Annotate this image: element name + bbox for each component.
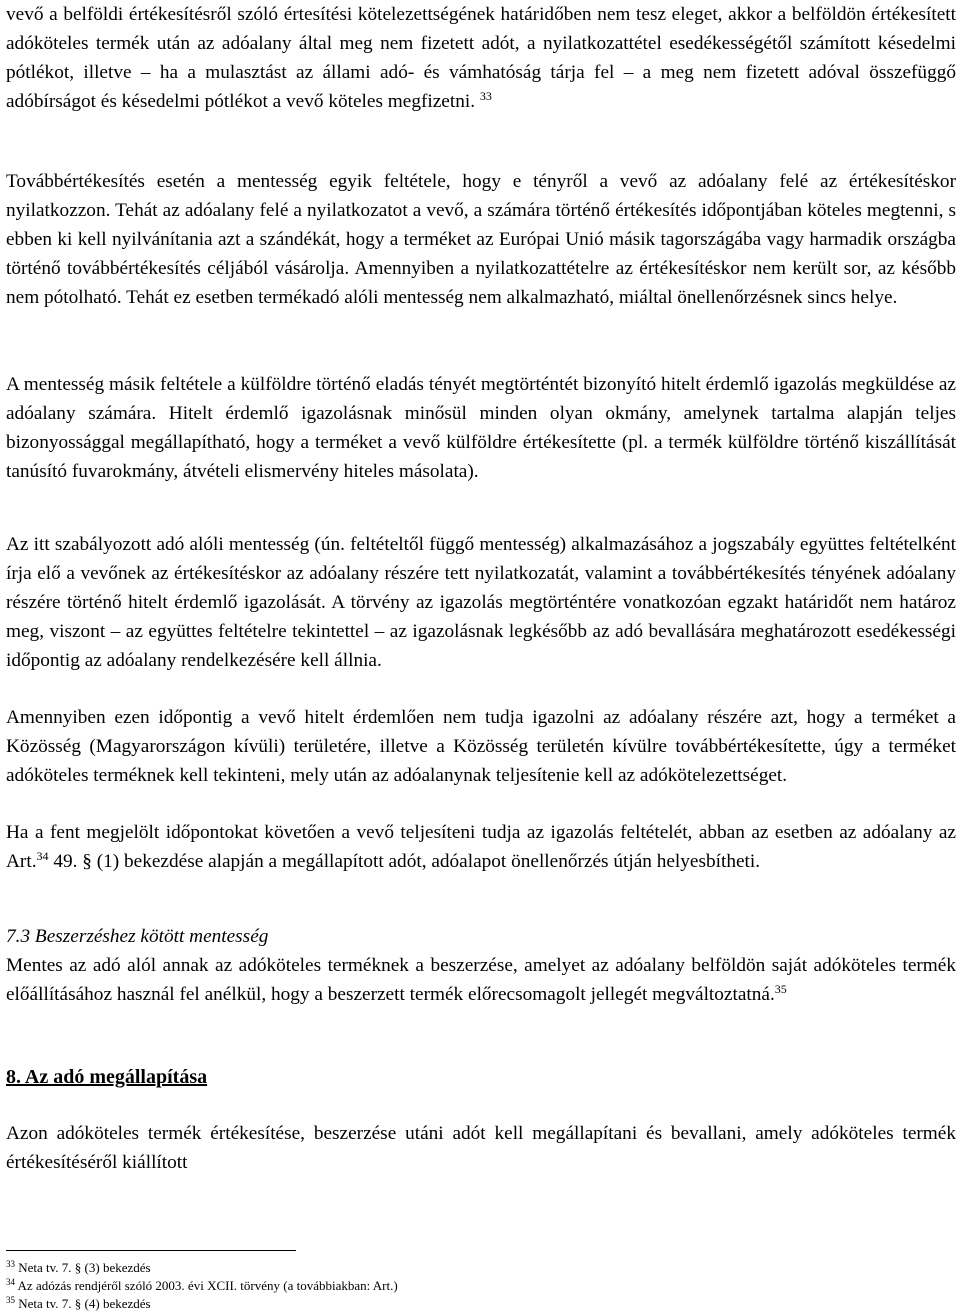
footnote-35: $^{35}$ Neta tv. 7. § (4) bekezdés bbox=[6, 1295, 151, 1311]
paragraph-exemption-rules: Az itt szabályozott adó alóli mentesség (ún. feltételtől függő mentesség) alkalmazásához a jogszabály együttes feltételként írja elő a vevőnek az értékesítéskor az adóalany részére tett nyilatkozatát, valamint a továbbértékesítés tényének adóalany részére történő hitelt érdemlő igazolását. A törvény az igazolás megtörténtére vonatkozóan egzakt határidőt nem határoz meg, viszont – az együttes feltételre tekintettel – az igazolásnak legkésőbb az adó bevallására meghatározott esedékességi időpontig az adóalany rendelkezésére kell állnia. bbox=[6, 534, 956, 671]
paragraph-resale-condition: Továbbértékesítés esetén a mentesség egyik feltétele, hogy e tényről a vevő az adóalany felé az értékesítéskor nyilatkozzon. Tehát az adóalany felé a nyilatkozatot a vevő, a számára történő értékesítés időpontjában köteles megtenni, s ebben ki kell nyilvánítania azt a szándékát, hogy a terméket az Európai Unió másik tagországába vagy harmadik országba történő továbbértékesítés céljából vásárolja. Amennyiben a nyilatkozattételre az értékesítéskor nem került sor, az később nem pótolható. Tehát ez esetben termékadó alóli mentesség nem alkalmazható, miáltal önellenőrzésnek sincs helye. bbox=[6, 171, 956, 308]
footnote-33: $^{33}$ Neta tv. 7. § (3) bekezdés bbox=[6, 1259, 151, 1275]
footnote-ref-34: 34 bbox=[36, 849, 49, 863]
paragraph-buyer-obligation: vevő a belföldi értékesítésről szóló értesítési kötelezettségének határidőben nem tesz eleget, akkor a belföldön értékesített adóköteles termék után az adóalany által meg nem fizetett adót, a nyilatkozattétel esedékességétől számított késedelmi pótlékot, illetve – ha a mulasztást az állami adó- és vámhatóság tárja fel – a meg nem fizetett adóval összefüggő adóbírságot és késedelmi pótlékot a vevő köteles megfizetni. $^{33}$ bbox=[6, 4, 956, 112]
section-title-8: 8. Az adó megállapítása bbox=[6, 1066, 208, 1088]
paragraph-procurement-exemption: Mentes az adó alól annak az adóköteles terméknek a beszerzése, amelyet az adóalany belföldön saját adóköteles termék előállításához használ fel anélkül, hogy a beszerzett termék előrecsomagolt jellegét megváltoztatná.$^{35}$ bbox=[6, 955, 956, 1005]
footnote-ref-33: 33 bbox=[479, 89, 492, 103]
paragraph-tax-assessment: Azon adóköteles termék értékesítése, beszerzése utáni adót kell megállapítani és bevallani, amely adóköteles termék értékesítéséről kiállított bbox=[6, 1123, 956, 1173]
footnote-34: $^{34}$ Az adózás rendjéről szóló 2003. évi XCII. törvény (a továbbiakban: Art.) bbox=[6, 1277, 398, 1293]
paragraph-self-revision: Ha a fent megjelölt időpontokat követően a vevő teljesíteni tudja az igazolás feltételét, abban az esetben az adóalany az Art.$^{34}$ 49. § (1) bekezdése alapján a megállapított adót, adóalapot önellenőrzés útján helyesbítheti. bbox=[6, 822, 956, 872]
paragraph-taxable-product: Amennyiben ezen időpontig a vevő hitelt érdemlően nem tudja igazolni az adóalany részére azt, hogy a terméket a Közösség (Magyarországon kívüli) területére, illetve a Közösség területén kívülre továbbértékesítette, úgy a terméket adóköteles terméknek kell tekinteni, mely után az adóalanynak teljesítenie kell az adókötelezettséget. bbox=[6, 707, 956, 786]
paragraph-certification: A mentesség másik feltétele a külföldre történő eladás tényét megtörténtét bizonyító hitelt érdemlő igazolás megküldése az adóalany számára. Hitelt érdemlő igazolásnak minősül minden olyan okmány, amelynek tartalma alapján teljes bizonyossággal megállapítható, hogy a terméket a vevő külföldre értékesítette (pl. a termék külföldre történő kiszállítását tanúsító fuvarokmány, átvételi elismervény hiteles másolata). bbox=[6, 374, 956, 482]
section-title-7-3: 7.3 Beszerzéshez kötött mentesség bbox=[6, 926, 269, 947]
footnote-ref-35: 35 bbox=[774, 982, 787, 996]
footnote-separator bbox=[6, 1250, 296, 1251]
